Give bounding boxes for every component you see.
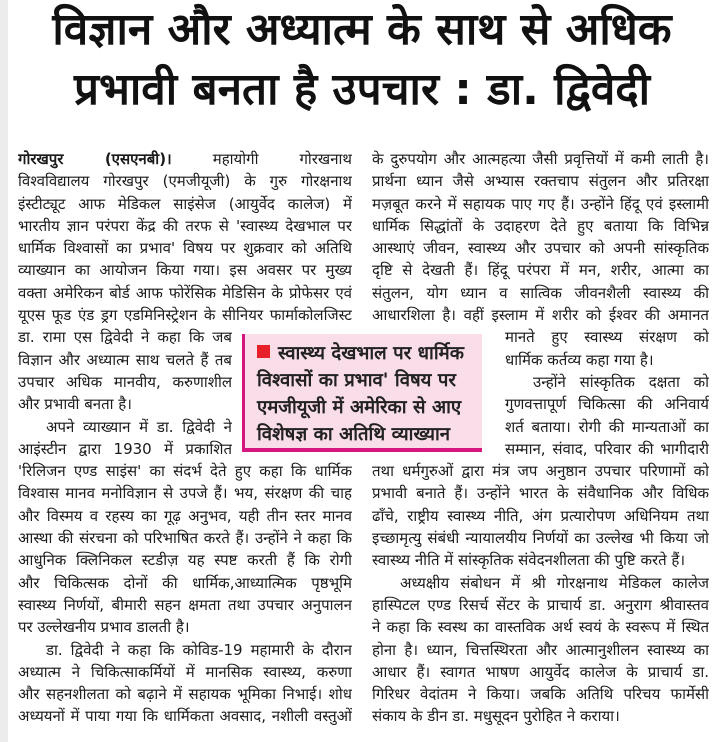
article-line: शर्त बताया। रोगी की मान्यताओं का bbox=[505, 417, 709, 436]
highlight-line: विशेषज्ञ का अतिथि व्याख्यान bbox=[257, 424, 451, 445]
article-line: होना है। ध्यान, चित्तस्थिरता और आत्मानुशीलन स्वास्थ्य का bbox=[372, 640, 709, 659]
article-line: इंस्टीट्यूट आफ मेडिकल साइंसेज (आयुर्वेद कालेज) में bbox=[18, 194, 352, 213]
article-line: अध्यात्म ने चिकित्साकर्मियों में मानसिक स्वास्थ्य, करुणा bbox=[18, 662, 352, 681]
article-line: मज़बूत करने में सहायक पाए गए हैं। उन्होंने हिंदू एवं इस्लामी bbox=[372, 194, 709, 213]
highlight-line: विश्वासों का प्रभाव' विषय पर bbox=[257, 370, 456, 391]
article-line: और प्रभावी बनता है। bbox=[18, 395, 132, 414]
article-line: प्रार्थना ध्यान जैसे अभ्यास रक्तचाप संतुलन और प्रतिरक्षा bbox=[372, 172, 709, 191]
article-line: धार्मिक विश्वासों का प्रभाव' विषय पर शुक्रवार को अतिथि bbox=[18, 239, 352, 258]
article-line: आधारशिला है। वहीं इस्लाम में शरीर को ईश्वर की अमानत bbox=[372, 306, 709, 325]
highlight-box bbox=[242, 334, 482, 452]
headline bbox=[10, 0, 714, 120]
article-line: व्याख्यान का आयोजन किया गया। इस अवसर पर मुख्य bbox=[18, 261, 352, 280]
article-line: सम्मान, संवाद, परिवार की भागीदारी bbox=[505, 439, 709, 458]
article-line bbox=[18, 148, 352, 170]
article-line: विश्वास मानव मनोविज्ञान से उपजे हैं। भय, संरक्षण की चाह bbox=[18, 484, 352, 503]
article-line: भारतीय ज्ञान परंपरा केंद्र की तरफ से 'स्वास्थ्य देखभाल पर bbox=[18, 216, 352, 235]
article-line: गुणवत्तापूर्ण चिकित्सा की अनिवार्य bbox=[505, 395, 709, 414]
article-line: पर उल्लेखनीय प्रभाव डालती है। bbox=[18, 618, 190, 637]
article-line: ने कहा कि स्वस्थ का वास्तविक अर्थ स्वयं के स्वरूप में स्थित bbox=[372, 618, 709, 637]
article-line: विज्ञान और अध्यात्म साथ चलते हैं तब bbox=[18, 350, 232, 369]
article-line: उन्होंने सांस्कृतिक दक्षता को bbox=[533, 372, 709, 391]
article-line: के दुरुपयोग और आत्महत्या जैसी प्रवृत्तियों में कमी लाती है। bbox=[372, 150, 709, 168]
article-line: आस्था की संरचना को परिभाषित करते हैं। उन्होंने ने कहा कि bbox=[18, 529, 352, 548]
article-line: प्रभावी बनाते हैं। उन्होंने भारत के संवैधानिक और विधिक bbox=[372, 484, 709, 503]
article-line: डा. रामा एस द्विवेदी ने कहा कि जब bbox=[18, 328, 232, 347]
article-line: गिरिधर वेदांतम ने किया। जबकि अतिथि परिचय फार्मेसी bbox=[372, 685, 709, 704]
article-line: और सहनशीलता को बढ़ाने में सहायक भूमिका निभाई। शोध bbox=[18, 685, 352, 704]
article-line: तथा धर्मगुरुओं द्वारा मंत्र जप अनुष्ठान उपचार परिणामों को bbox=[372, 462, 709, 481]
page-margin bbox=[0, 0, 8, 742]
article-line: धार्मिक कर्तव्य कहा गया है। bbox=[505, 350, 654, 369]
article-line: अध्ययनों में पाया गया कि धार्मिकता अवसाद, नशीली वस्तुओं bbox=[18, 707, 352, 726]
article-line: डा. द्विवेदी ने कहा कि कोविड-19 महामारी के दौरान bbox=[46, 640, 352, 659]
article-line: मानते हुए स्वास्थ्य संरक्षण को bbox=[505, 328, 709, 347]
article-line: आधुनिक क्लिनिकल स्टडीज़ यह स्पष्ट करती हैं कि रोगी bbox=[18, 551, 352, 570]
headline-line: विज्ञान और अध्यात्म के साथ से अधिक bbox=[52, 4, 672, 55]
dateline: गोरखपुर (एसएनबी)। bbox=[18, 150, 172, 168]
article-line: आधार हैं। स्वागत भाषण आयुर्वेद कालेज के प्राचार्य डा. bbox=[372, 662, 709, 681]
square-bullet-icon bbox=[257, 345, 270, 358]
article-line: आस्थाएं जीवन, स्वास्थ्य और उपचार को अपनी सांस्कृतिक bbox=[372, 239, 709, 258]
article-line: स्वास्थ्य निर्णयों, बीमारी सहन क्षमता तथा उपचार अनुपालन bbox=[18, 595, 352, 614]
article-line: यूएस फूड एंड ड्रग एडमिनिस्ट्रेशन के सीनियर फार्माकोलजिस्ट bbox=[18, 306, 352, 325]
article-line: संतुलन, योग ध्यान व सात्विक जीवनशैली स्वास्थ्य की bbox=[372, 283, 709, 302]
highlight-line: स्वास्थ्य देखभाल पर धार्मिक bbox=[278, 343, 464, 364]
article-line: ढाँचे, राष्ट्रीय स्वास्थ्य नीति, अंग प्रत्यारोपण अधिनियम तथा bbox=[372, 506, 709, 525]
article-line: इच्छामृत्यु संबंधी न्यायालयीय निर्णयों का उल्लेख भी किया जो bbox=[372, 529, 709, 548]
article-line: उपचार अधिक मानवीय, करुणाशील bbox=[18, 372, 232, 391]
article-line: आइंस्टीन द्वारा 1930 में प्रकाशित bbox=[18, 439, 232, 458]
article-line: और चिकित्सक दोनों की धार्मिक,आध्यात्मिक पृष्ठभूमि bbox=[18, 573, 352, 592]
article-line: वक्ता अमेरिकन बोर्ड आफ फोरेंसिक मेडिसिन के प्रोफेसर एवं bbox=[18, 283, 352, 302]
article-line: धार्मिक सिद्धांतों के उदाहरण देते हुए बताया कि विभिन्न bbox=[372, 216, 709, 235]
article-line: अपने व्याख्यान में डा. द्विवेदी ने bbox=[46, 417, 232, 436]
article-line: 'रिलिजन एण्ड साइंस' का संदर्भ देते हुए कहा कि धार्मिक bbox=[18, 462, 352, 481]
article-line: और विस्मय व रहस्य का गूढ़ अनुभव, यही तीन स्तर मानव bbox=[18, 506, 352, 525]
highlight-line: एमजीयूजी में अमेरिका से आए bbox=[257, 397, 462, 418]
article-line: अध्यक्षीय संबोधन में श्री गोरक्षनाथ मेडिकल कालेज bbox=[400, 573, 709, 592]
article-line: स्वास्थ्य नीति में सांस्कृतिक संवेदनशीलता की पुष्टि करते हैं। bbox=[372, 551, 686, 570]
article-text: महायोगी गोरखनाथ bbox=[212, 150, 352, 168]
article-line: विश्वविद्यालय गोरखपुर (एमजीयूजी) के गुरु गोरक्षनाथ bbox=[18, 172, 352, 191]
headline-line: प्रभावी बनता है उपचार : डा. द्विवेदी bbox=[73, 64, 651, 115]
article-line: संकाय के डीन डा. मधुसूदन पुरोहित ने कराया। bbox=[372, 707, 620, 726]
article-line: हास्पिटल एण्ड रिसर्च सेंटर के प्राचार्य डा. अनुराग श्रीवास्तव bbox=[372, 595, 709, 614]
article-line: दृष्टि से देखती हैं। हिंदू परंपरा में मन, शरीर, आत्मा का bbox=[372, 261, 709, 280]
